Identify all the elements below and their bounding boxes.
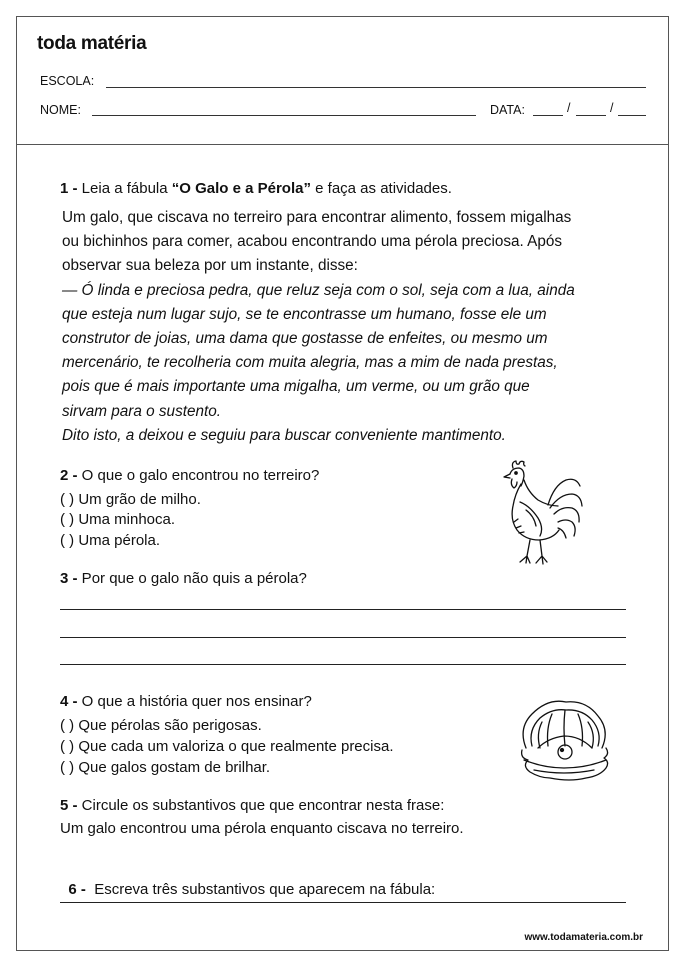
option-value-what-needed[interactable]: ( ) Que cada um valoriza o que realmente precisa. <box>60 738 394 755</box>
fable-text <box>62 206 630 448</box>
date-separator: / <box>567 101 571 115</box>
fable-line: observar sua beleza por um instante, disse: <box>62 257 358 275</box>
question-text: O que o galo encontrou no terreiro? <box>77 467 320 484</box>
brand-logo: toda matéria <box>37 33 147 54</box>
fable-line: que esteja num lugar sujo, se te encontrasse um humano, fosse ele um <box>62 305 547 323</box>
question-number: 5 - <box>60 797 78 814</box>
answer-line[interactable] <box>60 902 626 903</box>
question-text: O que a história quer nos ensinar? <box>77 693 312 710</box>
footer-website: www.todamateria.com.br <box>524 932 643 943</box>
fable-line: ou bichinhos para comer, acabou encontrando uma pérola preciosa. Após <box>62 233 563 251</box>
question-3 <box>60 569 307 589</box>
name-label: NOME: <box>40 103 81 117</box>
question-number: 1 - <box>60 180 78 197</box>
fable-line: mercenário, te recolheria com muita alegria, mas a mim de nada prestas, <box>62 354 558 372</box>
date-year-field[interactable] <box>618 115 646 116</box>
question-text: Circule os substantivos que que encontrar nesta frase: <box>77 797 445 814</box>
date-label: DATA: <box>490 103 525 117</box>
option-corn[interactable]: ( ) Um grão de milho. <box>60 491 201 508</box>
question-text: Leia a fábula <box>77 180 172 197</box>
question-4 <box>60 692 312 712</box>
rooster-illustration <box>488 460 588 578</box>
circle-sentence[interactable]: Um galo encontrou uma pérola enquanto ciscava no terreiro. <box>60 820 464 837</box>
question-number: 6 - <box>68 881 86 898</box>
fable-title: “O Galo e a Pérola” <box>171 180 311 197</box>
date-month-field[interactable] <box>576 115 606 116</box>
oyster-pearl-illustration <box>516 698 614 784</box>
question-text: Escreva três substantivos que aparecem na fábula: <box>85 881 436 898</box>
question-number: 4 - <box>60 693 78 710</box>
question-2 <box>60 466 319 486</box>
question-6 <box>60 860 435 900</box>
answer-line[interactable] <box>60 664 626 665</box>
option-roosters-shine[interactable]: ( ) Que galos gostam de brilhar. <box>60 759 271 776</box>
header-divider <box>16 144 669 145</box>
question-1 <box>60 179 452 199</box>
option-worm[interactable]: ( ) Uma minhoca. <box>60 511 176 528</box>
question-text: e faça as atividades. <box>310 180 452 197</box>
question-text: Por que o galo não quis a pérola? <box>77 570 307 587</box>
school-label: ESCOLA: <box>40 74 95 88</box>
name-field[interactable] <box>92 115 476 116</box>
fable-line: construtor de joias, uma dama que gostasse de enfeites, ou mesmo um <box>62 330 548 348</box>
fable-line: sirvam para o sustento. <box>62 402 221 420</box>
fable-line: pois que é mais importante uma migalha, um verme, ou um grão que <box>62 378 530 396</box>
fable-line: Dito isto, a deixou e seguiu para buscar conveniente mantimento. <box>62 426 506 444</box>
option-dangerous-pearls[interactable]: ( ) Que pérolas são perigosas. <box>60 717 262 734</box>
date-day-field[interactable] <box>533 115 563 116</box>
fable-line: — Ó linda e preciosa pedra, que reluz seja com o sol, seja com a lua, ainda <box>62 281 575 299</box>
date-separator: / <box>610 101 614 115</box>
answer-line[interactable] <box>60 637 626 638</box>
fable-line: Um galo, que ciscava no terreiro para encontrar alimento, fossem migalhas <box>62 209 572 226</box>
school-field[interactable] <box>106 87 646 88</box>
question-number: 2 - <box>60 467 78 484</box>
answer-line[interactable] <box>60 609 626 610</box>
option-pearl[interactable]: ( ) Uma pérola. <box>60 532 161 549</box>
question-5 <box>60 796 444 816</box>
question-number: 3 - <box>60 570 78 587</box>
